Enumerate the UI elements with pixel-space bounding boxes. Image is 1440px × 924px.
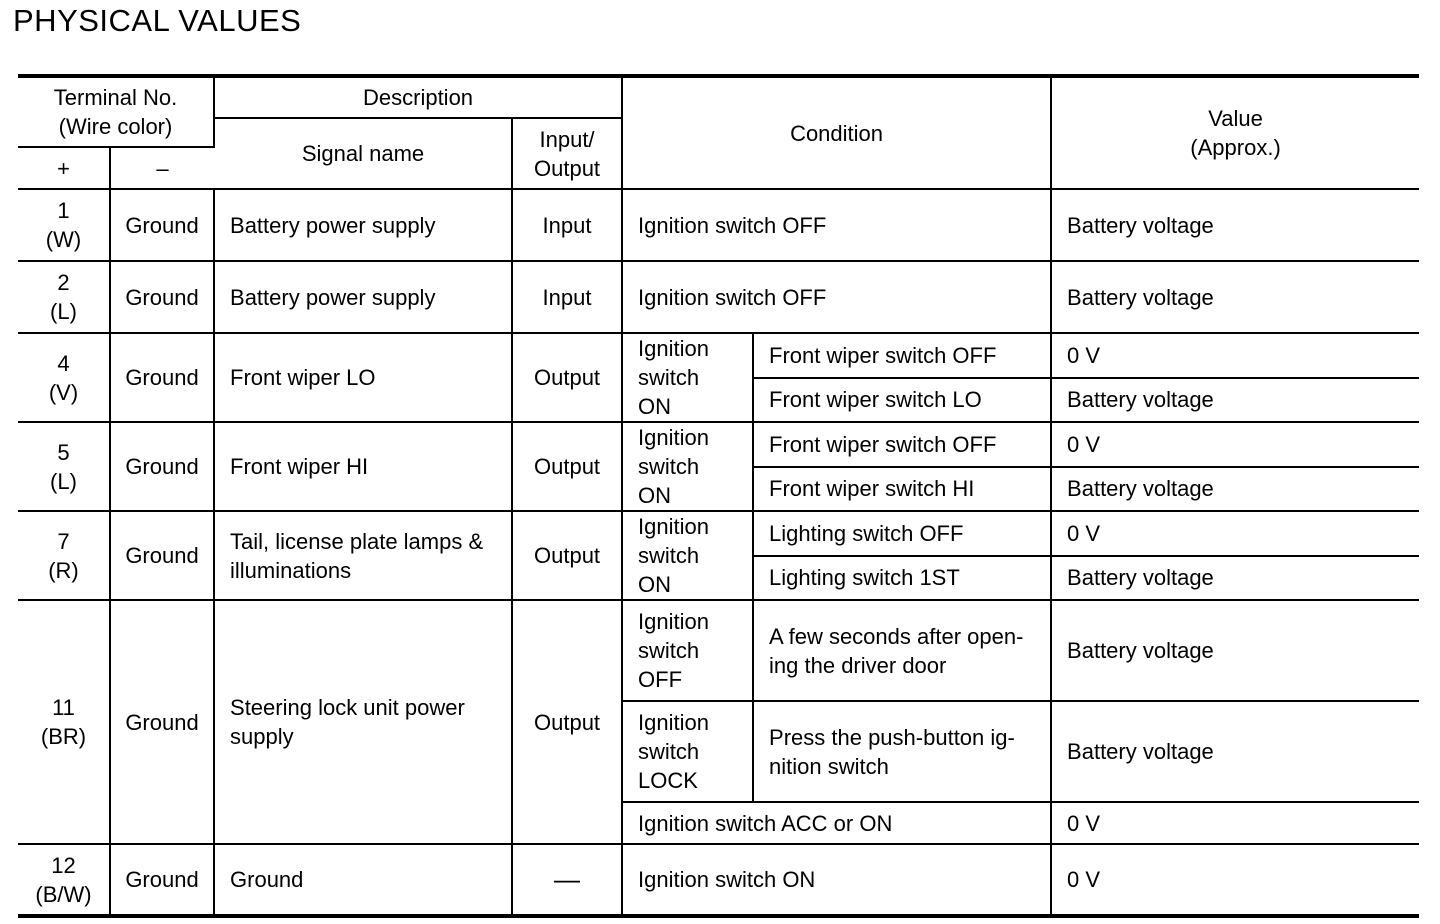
header-value: Value (Approx.) bbox=[1051, 76, 1419, 189]
header-terminal-no bbox=[18, 76, 214, 147]
table-row bbox=[18, 844, 1419, 916]
value-cell: 0 V bbox=[1051, 844, 1419, 916]
signal-name-cell: Battery power supply bbox=[214, 261, 512, 333]
header-signal-name: Signal name bbox=[214, 118, 512, 189]
io-cell: Output bbox=[512, 600, 622, 844]
condition-sub-cell: Front wiper switch OFF bbox=[753, 333, 1051, 378]
value-cell: 0 V bbox=[1051, 333, 1419, 378]
minus-cell: Ground bbox=[110, 600, 214, 844]
signal-name-cell: Steering lock unit power supply bbox=[214, 600, 512, 844]
value-cell: Battery voltage bbox=[1051, 701, 1419, 802]
terminal-cell bbox=[18, 333, 110, 422]
header-input-output: Input/ Output bbox=[512, 118, 622, 189]
condition-sub-cell: Front wiper switch LO bbox=[753, 378, 1051, 423]
minus-cell: Ground bbox=[110, 844, 214, 916]
wire-color: (V) bbox=[48, 379, 79, 405]
signal-name-cell: Tail, license plate lamps & illuminations bbox=[214, 511, 512, 600]
terminal-number: 11 bbox=[52, 695, 75, 720]
condition-cell: Ignition switch ACC or ON bbox=[622, 802, 1051, 844]
wire-color: (BR) bbox=[40, 724, 87, 749]
header-wire-color-label: (Wire color) bbox=[58, 114, 173, 139]
value-cell: 0 V bbox=[1051, 422, 1419, 467]
condition-sub-cell: Front wiper switch HI bbox=[753, 467, 1051, 512]
header-condition: Condition bbox=[622, 76, 1051, 189]
terminal-number: 7 bbox=[57, 528, 70, 554]
table-row bbox=[18, 189, 1419, 261]
wire-color: (L) bbox=[50, 468, 77, 494]
minus-cell: Ground bbox=[110, 189, 214, 261]
physical-values-table bbox=[18, 74, 1419, 918]
terminal-cell bbox=[18, 189, 110, 261]
table-row bbox=[18, 333, 1419, 378]
header-terminal-no-label: Terminal No. bbox=[53, 85, 178, 110]
wire-color: (W) bbox=[45, 227, 82, 252]
terminal-number: 5 bbox=[57, 439, 70, 465]
value-cell: 0 V bbox=[1051, 802, 1419, 844]
terminal-cell bbox=[18, 261, 110, 333]
terminal-cell bbox=[18, 511, 110, 600]
terminal-cell bbox=[18, 600, 110, 844]
terminal-number: 1 bbox=[57, 198, 70, 223]
condition-cell: Ignition switch OFF bbox=[622, 261, 1051, 333]
condition-sub-cell: Lighting switch OFF bbox=[753, 511, 1051, 556]
value-cell: Battery voltage bbox=[1051, 189, 1419, 261]
condition-main-cell: Ignition switch OFF bbox=[622, 600, 753, 701]
table-row bbox=[18, 511, 1419, 556]
value-cell: Battery voltage bbox=[1051, 600, 1419, 701]
header-description: Description bbox=[214, 76, 622, 118]
minus-cell: Ground bbox=[110, 333, 214, 422]
value-cell: Battery voltage bbox=[1051, 261, 1419, 333]
table-row bbox=[18, 600, 1419, 701]
header-plus: + bbox=[18, 147, 110, 189]
condition-main-cell: Ignition switch ON bbox=[622, 422, 753, 511]
condition-sub-cell: Press the push-button ig- nition switch bbox=[753, 701, 1051, 802]
value-cell: Battery voltage bbox=[1051, 378, 1419, 423]
condition-main-cell: Ignition switch LOCK bbox=[622, 701, 753, 802]
condition-main-cell: Ignition switch ON bbox=[622, 511, 753, 600]
condition-sub-cell: A few seconds after open- ing the driver door bbox=[753, 600, 1051, 701]
io-cell: — bbox=[512, 844, 622, 916]
condition-cell: Ignition switch OFF bbox=[622, 189, 1051, 261]
io-cell: Output bbox=[512, 333, 622, 422]
minus-cell: Ground bbox=[110, 422, 214, 511]
value-cell: Battery voltage bbox=[1051, 467, 1419, 512]
table-row bbox=[18, 261, 1419, 333]
signal-name-cell: Front wiper HI bbox=[214, 422, 512, 511]
minus-cell: Ground bbox=[110, 261, 214, 333]
condition-main-cell: Ignition switch ON bbox=[622, 333, 753, 422]
terminal-number: 12 bbox=[51, 852, 76, 878]
condition-sub-cell: Lighting switch 1ST bbox=[753, 556, 1051, 601]
condition-sub-cell: Front wiper switch OFF bbox=[753, 422, 1051, 467]
header-row-top bbox=[18, 76, 1419, 118]
value-cell: 0 V bbox=[1051, 511, 1419, 556]
wire-color: (B/W) bbox=[35, 881, 92, 907]
io-cell: Output bbox=[512, 511, 622, 600]
terminal-number: 2 bbox=[57, 270, 70, 295]
minus-cell: Ground bbox=[110, 511, 214, 600]
header-minus: – bbox=[110, 147, 214, 189]
table-row bbox=[18, 422, 1419, 467]
io-cell: Input bbox=[512, 261, 622, 333]
io-cell: Input bbox=[512, 189, 622, 261]
signal-name-cell: Ground bbox=[214, 844, 512, 916]
wire-color: (L) bbox=[50, 299, 77, 324]
condition-cell: Ignition switch ON bbox=[622, 844, 1051, 916]
terminal-cell bbox=[18, 422, 110, 511]
signal-name-cell: Battery power supply bbox=[214, 189, 512, 261]
terminal-number: 4 bbox=[57, 350, 70, 376]
wire-color: (R) bbox=[48, 557, 79, 583]
terminal-cell bbox=[18, 844, 110, 916]
io-cell: Output bbox=[512, 422, 622, 511]
page-title: PHYSICAL VALUES bbox=[13, 3, 302, 38]
signal-name-cell: Front wiper LO bbox=[214, 333, 512, 422]
value-cell: Battery voltage bbox=[1051, 556, 1419, 601]
